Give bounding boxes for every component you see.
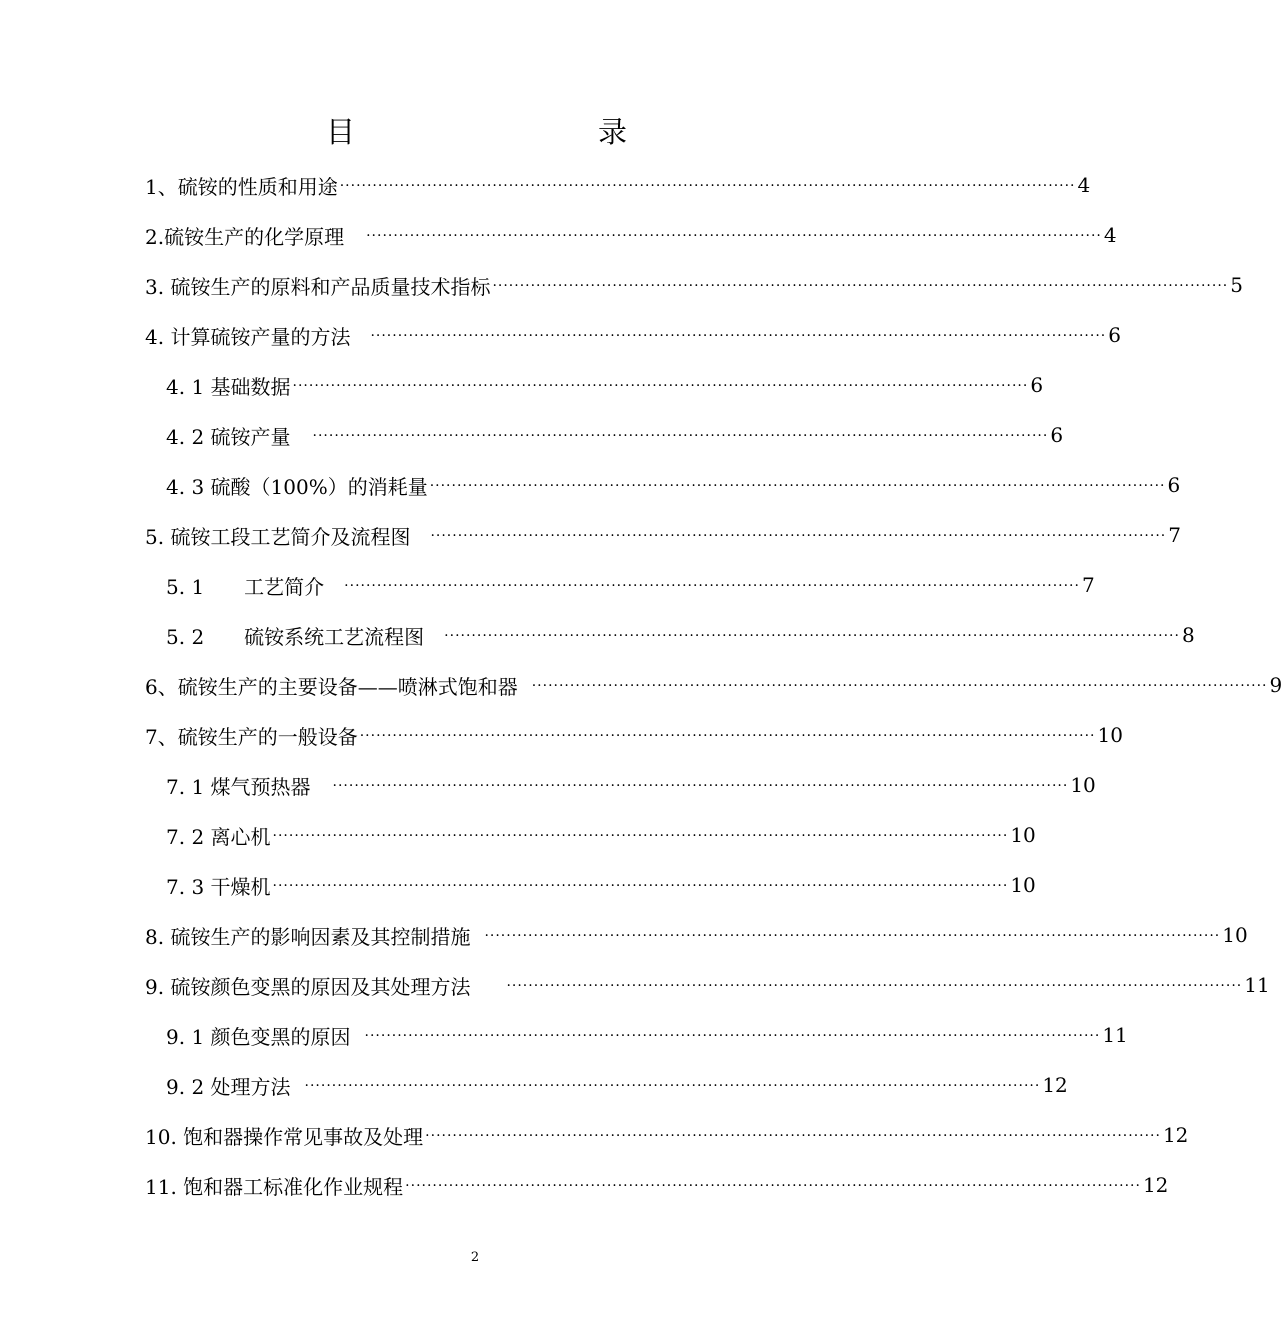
toc-entry-page: 10	[1222, 923, 1248, 947]
toc-entry[interactable]	[145, 710, 1123, 760]
toc-entry-label: 7. 2 离心机	[166, 824, 271, 849]
toc-leader: ·······································································································································	[339, 178, 1076, 194]
toc-entry-label: 5. 2 硫铵系统工艺流程图	[166, 624, 425, 649]
toc-leader: ·······································································································································	[292, 378, 1029, 394]
toc-entry[interactable]	[145, 510, 1181, 560]
toc-entry-page: 6	[1030, 373, 1044, 397]
toc-leader: ·······································································································································	[484, 928, 1221, 944]
toc-entry[interactable]	[145, 910, 1248, 960]
toc-leader: ·······································································································································	[272, 878, 1009, 894]
toc-entry-label: 6、硫铵生产的主要设备——喷淋式饱和器	[145, 674, 518, 699]
toc-entry-page: 4	[1103, 223, 1117, 247]
toc-leader: ·······································································································································	[405, 1178, 1141, 1194]
toc-entry-page: 10	[1070, 773, 1096, 797]
toc-entry[interactable]	[145, 960, 1270, 1010]
toc-entry-label: 4. 计算硫铵产量的方法	[145, 324, 351, 349]
toc-entry[interactable]	[145, 260, 1243, 310]
toc-entry-page: 10	[1010, 823, 1036, 847]
toc-entry[interactable]	[166, 410, 1064, 460]
toc-entry-label: 5. 硫铵工段工艺简介及流程图	[145, 524, 411, 549]
toc-entry-page: 7	[1168, 523, 1181, 547]
toc-entry-page: 9	[1269, 673, 1282, 697]
toc-entry[interactable]	[166, 760, 1096, 810]
toc-entry[interactable]	[166, 810, 1036, 860]
toc-leader: ·······································································································································	[531, 678, 1268, 694]
toc-leader: ·······································································································································	[506, 978, 1243, 994]
toc-entry[interactable]	[145, 1110, 1189, 1160]
toc-leader: ·······································································································································	[444, 628, 1180, 644]
page-number: 2	[470, 1250, 480, 1265]
toc-entry-page: 7	[1081, 573, 1095, 597]
toc-leader: ·······································································································································	[344, 578, 1080, 594]
toc-entry-page: 10	[1010, 873, 1036, 897]
toc-title	[0, 108, 950, 156]
toc-entry-label: 8. 硫铵生产的影响因素及其控制措施	[145, 924, 471, 949]
toc-entry-label: 5. 1 工艺简介	[166, 574, 325, 599]
toc-entry-page: 6	[1167, 473, 1181, 497]
toc-entry-label: 9. 1 颜色变黑的原因	[166, 1024, 351, 1049]
toc-entry-label: 1、硫铵的性质和用途	[145, 174, 338, 199]
toc-entry-page: 10	[1097, 723, 1123, 747]
toc-entry[interactable]	[145, 210, 1117, 260]
toc-entry-label: 2.硫铵生产的化学原理	[145, 224, 345, 249]
toc-entry-page: 12	[1142, 1173, 1169, 1197]
toc-leader: ·······································································································································	[359, 728, 1096, 744]
toc-leader: ·······································································································································	[364, 1028, 1101, 1044]
toc-entry[interactable]	[166, 460, 1181, 510]
toc-entry-label: 3. 硫铵生产的原料和产品质量技术指标	[145, 274, 491, 299]
toc-entry[interactable]	[145, 660, 1282, 710]
toc-entry[interactable]	[145, 310, 1121, 360]
toc-entry-page: 8	[1181, 623, 1195, 647]
toc-leader: ·······································································································································	[370, 328, 1107, 344]
toc-entry[interactable]	[166, 610, 1195, 660]
toc-entry-label: 10. 饱和器操作常见事故及处理	[145, 1124, 424, 1149]
toc-leader: ·······································································································································	[425, 1128, 1161, 1144]
toc-entry-label: 4. 3 硫酸（100%）的消耗量	[166, 474, 428, 499]
toc-leader: ·······································································································································	[366, 228, 1102, 244]
toc-entry[interactable]	[166, 1010, 1128, 1060]
toc-entry[interactable]	[145, 1160, 1169, 1210]
toc-entry[interactable]	[166, 560, 1095, 610]
toc-title-char-1: 目	[326, 115, 356, 149]
toc-entry-label: 7. 1 煤气预热器	[166, 774, 311, 799]
toc-entry-page: 6	[1050, 423, 1064, 447]
toc-entry-page: 12	[1162, 1123, 1189, 1147]
toc-entry-page: 6	[1108, 323, 1121, 347]
toc-entry-page: 4	[1077, 173, 1091, 197]
toc-entry-page: 12	[1042, 1073, 1068, 1097]
toc-leader: ·······································································································································	[304, 1078, 1041, 1094]
toc-entry-label: 4. 2 硫铵产量	[166, 424, 291, 449]
toc-leader: ·······································································································································	[332, 778, 1069, 794]
toc-entry-label: 9. 硫铵颜色变黑的原因及其处理方法	[145, 974, 471, 999]
toc-title-char-2: 录	[598, 115, 628, 149]
toc-entry-page: 11	[1102, 1023, 1128, 1047]
toc-entry-label: 4. 1 基础数据	[166, 374, 291, 399]
toc-entry[interactable]	[166, 360, 1044, 410]
toc-leader: ·······································································································································	[272, 828, 1009, 844]
toc-entry-label: 7、硫铵生产的一般设备	[145, 724, 358, 749]
toc-leader: ·······································································································································	[492, 278, 1229, 294]
toc-entry-page: 5	[1230, 273, 1243, 297]
toc-entry-label: 7. 3 干燥机	[166, 874, 271, 899]
toc-entry[interactable]	[166, 860, 1036, 910]
toc-leader: ·······································································································································	[429, 478, 1166, 494]
toc-entry-label: 9. 2 处理方法	[166, 1074, 291, 1099]
toc-leader: ·······································································································································	[312, 428, 1049, 444]
toc-entry[interactable]	[166, 1060, 1068, 1110]
toc-entry[interactable]	[145, 160, 1091, 210]
toc-entry-label: 11. 饱和器工标准化作业规程	[145, 1174, 404, 1199]
toc-leader: ·······································································································································	[430, 528, 1167, 544]
toc-entry-page: 11	[1244, 973, 1270, 997]
